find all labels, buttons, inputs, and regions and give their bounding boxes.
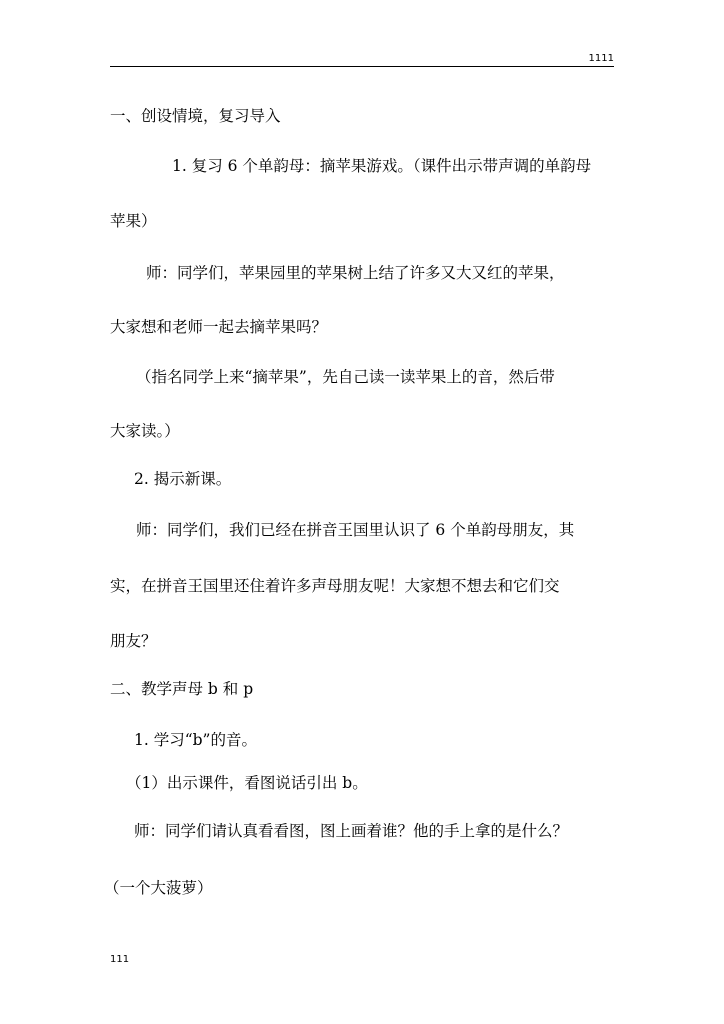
paragraph-line: 师：同学们，苹果园里的苹果树上结了许多又大又红的苹果，: [146, 264, 565, 282]
paragraph-line: 师：同学们，我们已经在拼音王国里认识了 6 个单韵母朋友，其: [136, 521, 575, 539]
page-header-number: 1111: [588, 53, 614, 64]
section-heading-2: 二、教学声母 b 和 p: [110, 680, 254, 698]
paragraph-line: （1）出示课件，看图说话引出 b。: [126, 774, 368, 792]
paragraph-line: 大家读。）: [110, 422, 180, 440]
paragraph-line: 实，在拼音王国里还住着许多声母朋友呢！大家想不想去和它们交: [110, 577, 560, 595]
paragraph-line: 苹果）: [110, 212, 157, 230]
paragraph-line: （指名同学上来“摘苹果”，先自己读一读苹果上的音，然后带: [136, 368, 555, 386]
paragraph-line: 朋友？: [110, 632, 157, 650]
paragraph-line: （一个大菠萝）: [104, 879, 213, 897]
paragraph-line: 师：同学们请认真看看图，图上画着谁？他的手上拿的是什么？: [134, 822, 569, 840]
header-rule: [110, 66, 614, 67]
paragraph-line: 1. 学习“b”的音。: [134, 731, 257, 749]
paragraph-line: 2. 揭示新课。: [134, 470, 232, 488]
paragraph-line: 大家想和老师一起去摘苹果吗？: [110, 318, 328, 336]
section-heading-1: 一、创设情境，复习导入: [110, 107, 281, 125]
paragraph-line: 1. 复习 6 个单韵母：摘苹果游戏。（课件出示带声调的单韵母: [172, 157, 592, 175]
page-footer-number: 111: [110, 954, 130, 965]
